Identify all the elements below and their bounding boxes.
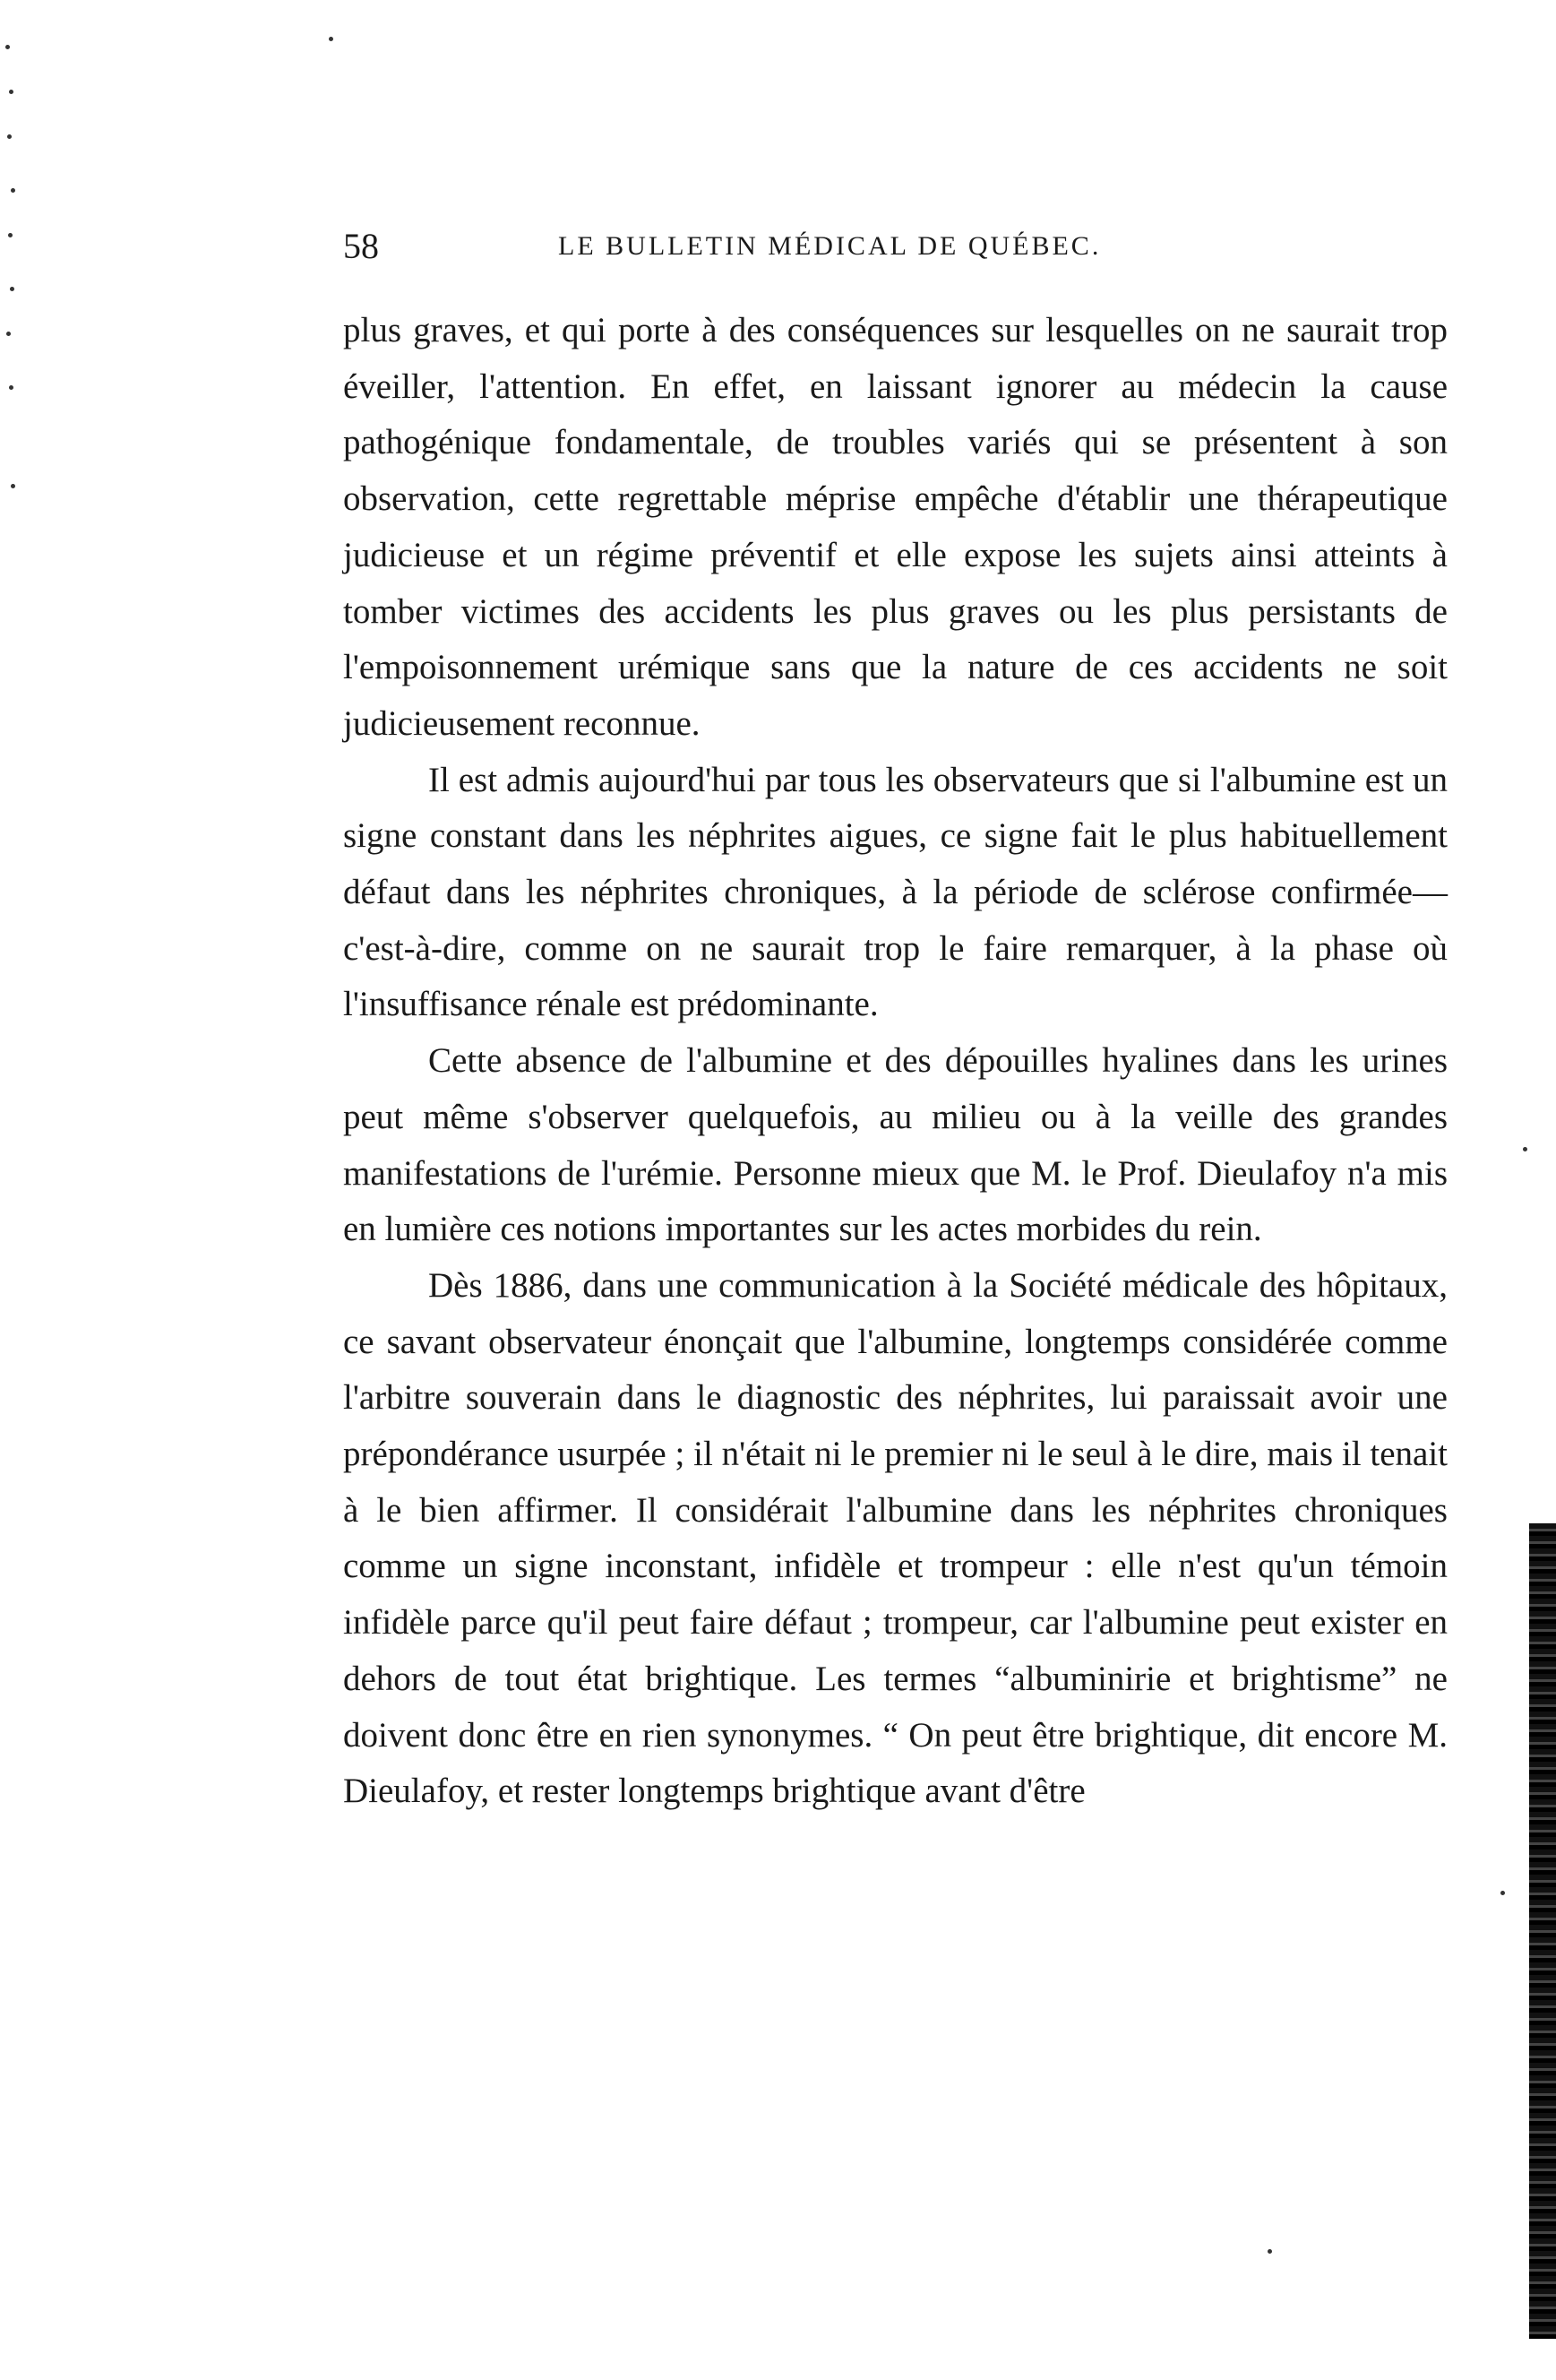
page-number: 58 xyxy=(343,226,379,266)
scan-speck xyxy=(1268,2249,1272,2254)
scan-speck xyxy=(1523,1147,1527,1151)
paragraph-dieulafoy: Dès 1886, dans une communication à la Société médicale des hôpitaux, ce savant observateur énonçait que l'albumine, longtemps considérée comme l'arbitre souverain dans le diagnostic des néphrites, lui paraissait avoir une prépondérance usurpée ; il n'était ni le premier ni le seul à le dire, mais il tenait à le bien affirmer. Il considérait l'albumine dans les néphrites chroniques comme un signe inconstant, infidèle et trompeur : elle n'est qu'un témoin infidèle parce qu'il peut faire défaut ; trompeur, car l'albumine peut exister en dehors de tout état brightique. Les termes “albuminirie et brightisme” ne doivent donc être en rien synonymes. “ On peut être brightique, dit encore M. Dieulafoy, et rester longtemps brightique avant d'être xyxy=(343,1265,1448,1811)
scan-edge-bar xyxy=(1529,1523,1556,2339)
paragraph-absence-albumine: Cette absence de l'albumine et des dépouilles hyalines dans les urines peut même s'observer quelquefois, au milieu ou à la veille des grandes manifestations de l'urémie. Personne mieux que M. le Prof. Dieulafoy n'a mis en lumière ces notions importantes sur les actes morbides du rein. xyxy=(343,1041,1448,1249)
paragraph-albumine-signe: Il est admis aujourd'hui par tous les observateurs que si l'albumine est un signe constant dans les néphrites aigues, ce signe fait le plus habituellement défaut dans les néphrites chroniques, à la période de sclérose confirmée—c'est-à-dire, comme on ne saurait trop le faire remarquer, à la phase où l'insuffisance rénale est prédominante. xyxy=(343,760,1448,1024)
body-text xyxy=(343,303,1448,1820)
scan-speck xyxy=(329,37,333,41)
scan-edge-artifact xyxy=(0,36,21,538)
paragraph-continuation: plus graves, et qui porte à des conséquences sur lesquelles on ne saurait trop éveiller, l'attention. En effet, en laissant ignorer au médecin la cause pathogénique fondamentale, de troubles variés qui se présentent à son observation, cette regrettable méprise empêche d'établir une thérapeutique judicieuse et un régime préventif et elle expose les sujets ainsi atteints à tomber victimes des accidents les plus graves ou les plus persistants de l'empoisonnement urémique sans que la nature de ces accidents ne soit judicieusement reconnue. xyxy=(343,311,1448,743)
running-head xyxy=(343,224,1448,269)
journal-title: LE BULLETIN MÉDICAL DE QUÉBEC. xyxy=(558,231,1102,261)
scan-speck xyxy=(1500,1891,1505,1895)
